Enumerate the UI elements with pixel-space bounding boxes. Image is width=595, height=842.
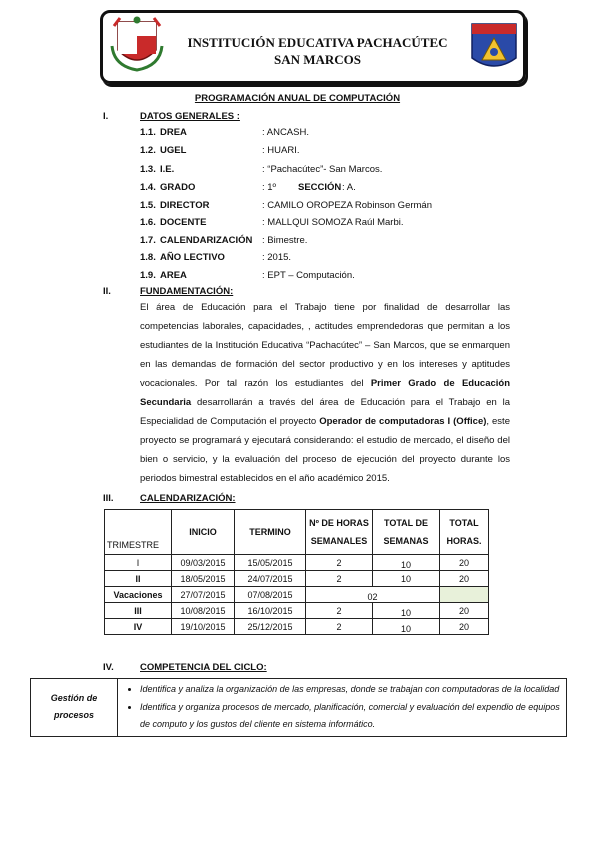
general-item-number: 1.8. xyxy=(140,252,156,263)
table-cell: 24/07/2015 xyxy=(235,571,306,587)
column-header: TRIMESTRE xyxy=(105,510,172,555)
competencia-table xyxy=(30,678,567,737)
competencia-heading-text: Gestión de procesos xyxy=(50,693,98,721)
general-item-number: 1.7. xyxy=(140,235,156,246)
table-cell: 10 xyxy=(373,603,440,619)
general-item-value: : MALLQUI SOMOZA Raúl Marbi. xyxy=(262,217,404,228)
table-cell: 2 xyxy=(306,603,373,619)
table-cell: III xyxy=(105,603,172,619)
column-header: TOTAL DE SEMANAS xyxy=(373,510,440,555)
table-row xyxy=(105,603,489,619)
general-item-value: : 2015. xyxy=(262,252,292,263)
section-4-number: IV. xyxy=(103,662,114,673)
table-row xyxy=(105,619,489,635)
general-item-label: UGEL xyxy=(160,145,187,156)
table-cell: 15/05/2015 xyxy=(235,555,306,571)
general-item-value: : 1º xyxy=(262,182,277,193)
general-item-value: : CAMILO OROPEZA Robinson Germán xyxy=(262,200,433,211)
calendar-table xyxy=(104,509,489,635)
table-cell: 19/10/2015 xyxy=(172,619,235,635)
table-cell: 07/08/2015 xyxy=(235,587,306,603)
section-4-label: COMPETENCIA DEL CICLO: xyxy=(140,662,267,673)
table-cell: 20 xyxy=(440,555,489,571)
table-row xyxy=(105,571,489,587)
general-item-label: DOCENTE xyxy=(160,217,207,228)
paragraph-text: desarrollarán a través del área de Educación para el Trabajo en la Especialidad de Computación el proyecto xyxy=(140,397,510,427)
column-header: INICIO xyxy=(172,510,235,555)
table-cell: 20 xyxy=(440,603,489,619)
table-cell: 10 xyxy=(373,571,440,587)
list-item: • Identifica y analiza la organización de las empresas, donde se trabajan con computadoras de la localidad xyxy=(140,681,562,699)
table-cell: 16/10/2015 xyxy=(235,603,306,619)
table-cell: 10 xyxy=(373,555,440,571)
table-cell: 10 xyxy=(373,619,440,635)
table-cell: 2 xyxy=(306,619,373,635)
competencia-heading xyxy=(31,679,118,737)
paragraph-text: , este proyecto se programará y ejecutará considerando: el estudio de mercado, el diseño del bien o servicio, y la evaluación del proceso de ejecución del proyecto durante los periodos bimestral establecidos en el año académico 2015. xyxy=(140,416,510,484)
general-item-label: DREA xyxy=(160,127,187,138)
paragraph-text: El área de Educación para el Trabajo tiene por finalidad de desarrollar las competencias laborales, capacidades, , actitudes emprendedoras que permitan a los estudiantes de la Institución Educativa “Pachacútec” – San Marcos, que se enmarquen en las demandas de formación del sector productivo y en los intereses y aptitudes vocacionales. Por tal razón los estudiantes del xyxy=(140,302,510,389)
table-cell: 20 xyxy=(440,619,489,635)
fundamentacion-paragraph xyxy=(140,298,510,488)
table-cell: 20 xyxy=(440,571,489,587)
section-1-label: DATOS GENERALES : xyxy=(140,111,240,122)
section-3-label: CALENDARIZACIÓN: xyxy=(140,493,236,504)
column-header: TERMINO xyxy=(235,510,306,555)
section-value: : A. xyxy=(342,182,356,193)
general-item-label: GRADO xyxy=(160,182,196,193)
general-item-label: CALENDARIZACIÓN xyxy=(160,235,253,246)
table-cell: 2 xyxy=(306,571,373,587)
general-item-label: DIRECTOR xyxy=(160,200,210,211)
general-item-number: 1.9. xyxy=(140,270,156,281)
table-cell xyxy=(440,587,489,603)
table-row xyxy=(105,587,489,603)
section-2-number: II. xyxy=(103,286,111,297)
institution-name: INSTITUCIÓN EDUCATIVA PACHACÚTEC xyxy=(187,35,448,50)
general-item-label: I.E. xyxy=(160,164,175,175)
table-header-row xyxy=(105,510,489,555)
paragraph-bold-text: Operador de computadoras I (Office) xyxy=(319,416,487,427)
section-label: SECCIÓN xyxy=(298,182,342,193)
school-logo-icon xyxy=(470,22,518,72)
list-item: • Identifica y organiza procesos de mercado, planificación, comercial y evaluación del expendio de equipos de computo y los gustos del cliente en sistema informático. xyxy=(140,699,562,734)
table-cell: 18/05/2015 xyxy=(172,571,235,587)
peru-coat-of-arms-icon xyxy=(110,16,164,72)
document-title: PROGRAMACIÓN ANUAL DE COMPUTACIÓN xyxy=(194,93,401,104)
general-item-value: : Bimestre. xyxy=(262,235,308,246)
section-2-label: FUNDAMENTACIÓN: xyxy=(140,286,234,297)
general-item-number: 1.5. xyxy=(140,200,156,211)
paragraph-bold-text: Primer Grado de Educación Secundaria xyxy=(140,378,511,408)
competencia-list xyxy=(118,681,562,734)
table-cell: II xyxy=(105,571,172,587)
institution-title xyxy=(160,34,475,68)
general-item-value: : EPT – Computación. xyxy=(262,270,355,281)
table-cell: 02 xyxy=(306,587,440,603)
column-header: Nº DE HORAS SEMANALES xyxy=(306,510,373,555)
table-cell: 27/07/2015 xyxy=(172,587,235,603)
general-item-number: 1.1. xyxy=(140,127,156,138)
table-cell: IV xyxy=(105,619,172,635)
general-item-number: 1.2. xyxy=(140,145,156,156)
section-1-number: I. xyxy=(103,111,109,122)
table-row xyxy=(31,679,567,737)
general-item-label: AÑO LECTIVO xyxy=(160,252,225,263)
general-item-value: : ANCASH. xyxy=(262,127,309,138)
general-item-label: AREA xyxy=(160,270,187,281)
general-item-value: : HUARI. xyxy=(262,145,300,156)
table-cell: 25/12/2015 xyxy=(235,619,306,635)
general-item-number: 1.4. xyxy=(140,182,156,193)
table-cell: 09/03/2015 xyxy=(172,555,235,571)
section-3-number: III. xyxy=(103,493,114,504)
column-header: TOTAL HORAS. xyxy=(440,510,489,555)
table-row xyxy=(105,555,489,571)
table-cell: 2 xyxy=(306,555,373,571)
general-item-number: 1.3. xyxy=(140,164,156,175)
competencia-body xyxy=(118,679,567,737)
table-cell: I xyxy=(105,555,172,571)
table-cell: 10/08/2015 xyxy=(172,603,235,619)
table-cell: Vacaciones xyxy=(105,587,172,603)
general-item-value: : “Pachacútec”- San Marcos. xyxy=(262,164,383,175)
institution-location: SAN MARCOS xyxy=(273,52,362,67)
general-item-number: 1.6. xyxy=(140,217,156,228)
